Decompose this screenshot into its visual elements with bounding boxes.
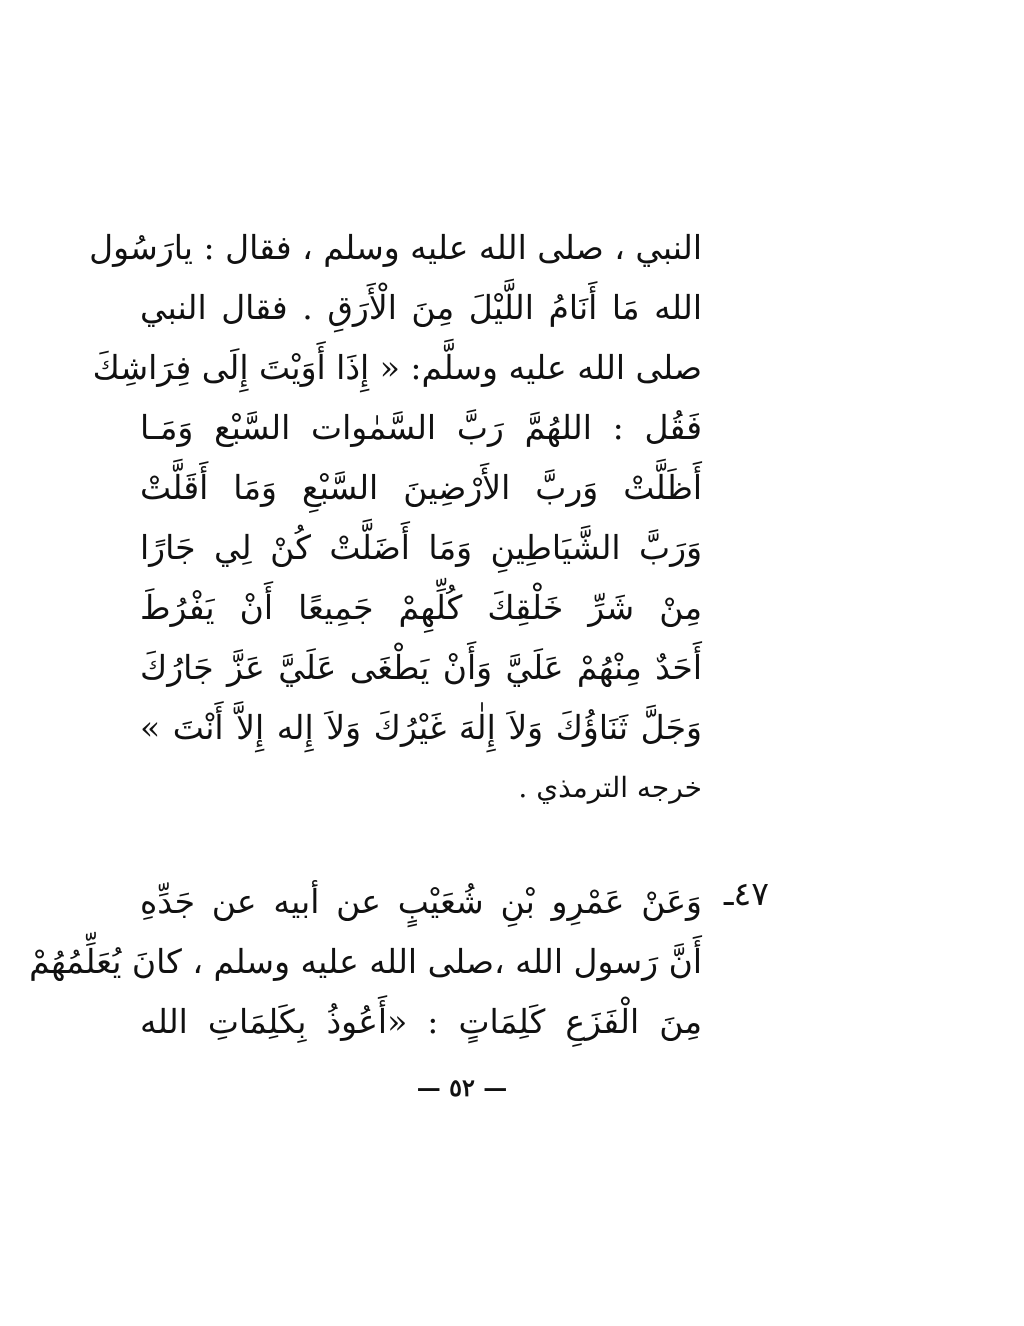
- text-line: مِنْ شَرِّ خَلْقِكَ كُلِّهِمْ جَمِيعًا أَنْ يَفْرُطَ: [140, 588, 702, 627]
- text-line: الله مَا أَنَامُ اللَّيْلَ مِنَ الْأَرَقِ . فقال النبي: [140, 288, 702, 327]
- text-line: مِنَ الْفَزَعِ كَلِمَاتٍ : «أَعُوذُ بِكَلِمَاتِ الله: [140, 1002, 702, 1041]
- page-number: — ٥٢ —: [416, 1073, 508, 1102]
- hadith-47-text: [29, 872, 702, 1052]
- hadith-number: ٤٧ـ: [723, 874, 769, 913]
- text-line: أَظَلَّتْ وَربَّ الأَرْضِينَ السَّبْعِ وَمَا أَقَلَّتْ: [140, 468, 702, 507]
- text-line: النبي ، صلى الله عليه وسلم ، فقال : يارَسُول: [89, 228, 702, 267]
- text-line: وَعَنْ عَمْرِو بْنِ شُعَيْبٍ عن أبيه عن جَدِّهِ: [140, 882, 702, 921]
- text-line: وَجَلَّ ثَنَاؤُكَ وَلاَ إِلٰهَ غَيْرُكَ وَلاَ إِله إِلاَّ أَنْتَ »: [140, 708, 702, 747]
- text-line: وَرَبَّ الشَّيَاطِينِ وَمَا أَضَلَّتْ كُنْ لِي جَارًا: [140, 528, 702, 567]
- text-line: صلى الله عليه وسلَّم: « إِذَا أَوَيْتَ إِلَى فِرَاشِكَ: [92, 348, 702, 387]
- citation-line: خرجه الترمذي .: [518, 771, 702, 804]
- text-line: أَنَّ رَسول الله ،صلى الله عليه وسلم ، كانَ يُعَلِّمُهُمْ: [29, 942, 702, 981]
- text-line: فَقُل : اللهُمَّ رَبَّ السَّمٰوات السَّبْع وَمَـا: [140, 408, 702, 447]
- hadith-46-text: [89, 218, 702, 818]
- text-line: أَحَدٌ مِنْهُمْ عَلَيَّ وَأَنْ يَطْغَى عَلَيَّ عَزَّ جَارُكَ: [140, 648, 702, 687]
